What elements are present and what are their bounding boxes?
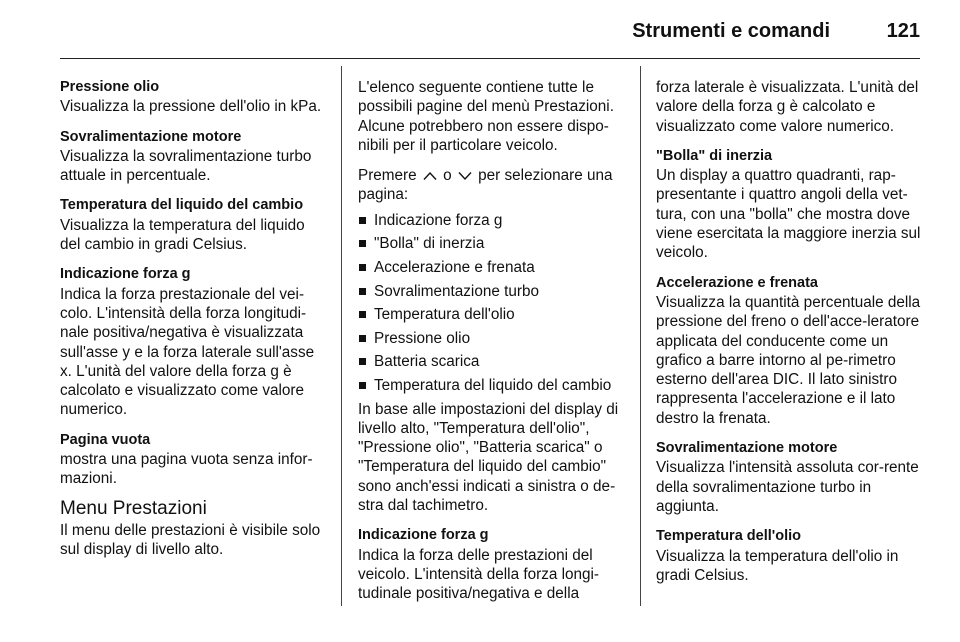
- continued-text: forza laterale è visualizzata. L'unità del valore della forza g è calcolato e visualizzato come valore numerico.: [656, 79, 919, 135]
- header-title: Strumenti e comandi: [632, 20, 830, 42]
- press-or: o: [443, 167, 452, 185]
- section-title: Menu Prestazioni: [60, 497, 207, 519]
- bullet-square-icon: [359, 264, 366, 271]
- entry-heading: Sovralimentazione motore: [60, 128, 242, 145]
- press-after: per selezionare una pagina:: [358, 167, 613, 204]
- entry: [60, 78, 326, 117]
- press-instruction: [358, 166, 625, 205]
- entry: [656, 147, 923, 263]
- entry-text: Visualizza la pressione dell'olio in kPa.: [60, 98, 322, 116]
- bullet-square-icon: [359, 358, 366, 365]
- entry-text: Un display a quattro quadranti, rap-presentante i quattro angoli della vet-tura, con una "bolla" che mostra dove viene esercitata la maggiore inerzia sul veicolo.: [656, 167, 921, 262]
- entry-heading: Sovralimentazione motore: [656, 440, 838, 457]
- entry: [656, 439, 923, 516]
- bullet-square-icon: [359, 382, 366, 389]
- column-3: [656, 78, 923, 596]
- entry-heading: Pressione olio: [60, 79, 160, 95]
- entry: [60, 196, 326, 254]
- bullet-square-icon: [359, 311, 366, 318]
- page-header: [60, 0, 920, 59]
- chevron-up-icon: [423, 171, 437, 181]
- list-item: Pressione olio: [358, 329, 625, 348]
- page-number: 121: [886, 20, 920, 42]
- entry-text: Visualizza la temperatura del liquido del cambio in gradi Celsius.: [60, 216, 305, 254]
- section-text: Il menu delle prestazioni è visibile solo sul display di livello alto.: [60, 521, 321, 558]
- entry: [60, 265, 326, 419]
- entry: [656, 274, 923, 428]
- entry: [60, 128, 326, 186]
- entry-heading: Pagina vuota: [60, 431, 151, 448]
- column-divider: [640, 66, 641, 606]
- entry-text: Visualizza la sovralimentazione turbo attuale in percentuale.: [60, 147, 312, 185]
- list-item: Indicazione forza g: [358, 211, 625, 230]
- list-item: Sovralimentazione turbo: [358, 282, 625, 301]
- bullet-square-icon: [359, 335, 366, 342]
- bullet-square-icon: [359, 240, 366, 247]
- list-item: Temperatura del liquido del cambio: [358, 376, 625, 395]
- list-item: Temperatura dell'olio: [358, 305, 625, 324]
- entry: [656, 527, 923, 585]
- press-before: Premere: [358, 167, 417, 185]
- entry-text: Indica la forza delle prestazioni del veicolo. L'intensità della forza longi-tudinale positiva/negativa e della: [358, 546, 600, 603]
- intro-text: L'elenco seguente contiene tutte le possibili pagine del menù Prestazioni. Alcune potrebbero non essere dispo-nibili per il particolare veicolo.: [358, 79, 614, 154]
- entry: [358, 526, 625, 603]
- list-item: "Bolla" di inerzia: [358, 234, 625, 253]
- entry-text: mostra una pagina vuota senza infor-mazioni.: [60, 451, 313, 488]
- entry-heading: Temperatura del liquido del cambio: [60, 197, 304, 214]
- entry-heading: Indicazione forza g: [358, 527, 489, 544]
- entry: [60, 431, 326, 489]
- bullet-square-icon: [359, 288, 366, 295]
- entry-text: Visualizza la temperatura dell'olio in gradi Celsius.: [656, 547, 899, 584]
- page-list: [358, 211, 625, 395]
- entry-heading: Temperatura dell'olio: [656, 528, 801, 545]
- entry-heading: "Bolla" di inerzia: [656, 147, 773, 164]
- column-divider: [341, 66, 342, 606]
- column-2: [358, 78, 625, 615]
- list-item: Batteria scarica: [358, 352, 625, 371]
- list-item: Accelerazione e frenata: [358, 258, 625, 277]
- after-list-text: In base alle impostazioni del display di livello alto, "Temperatura dell'olio", "Pressione olio", "Batteria scarica" o "Temperatura del liquido del cambio" sono anch'essi indicati a sinistra o de-stra dal tachimetro.: [358, 400, 619, 515]
- entry-text: Visualizza l'intensità assoluta cor-rente della sovralimentazione turbo in aggiunta.: [656, 459, 919, 515]
- entry-text: Visualizza la quantità percentuale della pressione del freno o dell'acce-leratore applicata del conducente come un grafico a barre intorno al pe-rimetro esterno dell'area DIC. Il lato sinistro rappresenta l'accelerazione e il lato destro la frenata.: [656, 293, 921, 427]
- entry-heading: Indicazione forza g: [60, 266, 191, 283]
- chevron-down-icon: [458, 171, 472, 181]
- entry-text: Indica la forza prestazionale del vei-colo. L'intensità della forza longitudi-nale positiva/negativa è visualizzata sull'asse y e la forza laterale sull'asse x. L'unità del valore della forza g è calcolato e visualizzato come valore numerico.: [60, 285, 315, 419]
- entry-heading: Accelerazione e frenata: [656, 274, 818, 291]
- bullet-square-icon: [359, 217, 366, 224]
- column-1: [60, 78, 326, 559]
